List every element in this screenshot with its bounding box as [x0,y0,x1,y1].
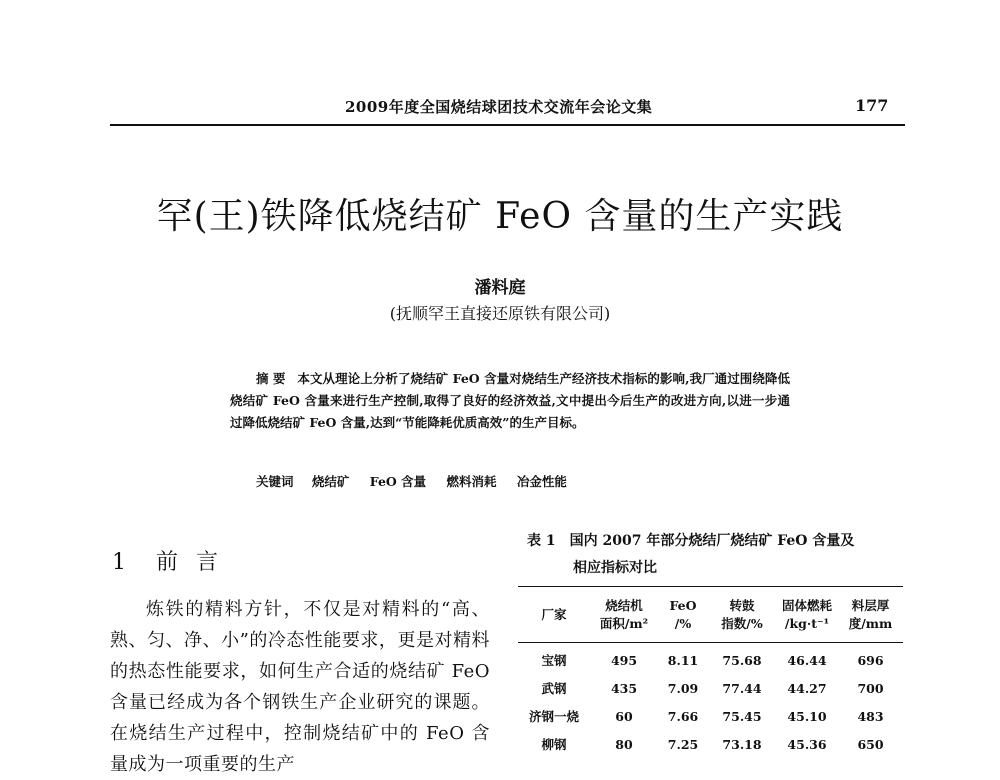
table-cell: 济钢一烧 [528,709,579,724]
table-header-row [518,590,903,640]
paper-title: 罕(王)铁降低烧结矿 FeO 含量的生产实践 [156,196,844,237]
table-cell: 80 [615,736,633,752]
header-cell: 烧结机 面积/m² [599,598,649,631]
table-cell: 696 [857,652,884,668]
table-cell: 700 [857,680,884,696]
table-cell: 46.44 [787,652,827,668]
table-cell: 45.36 [787,736,827,752]
header-rule [110,124,905,126]
header-cell: 厂家 [541,607,567,622]
header-cell: 固体燃耗 /kg·t⁻¹ [781,598,832,631]
page-number: 177 [855,96,889,115]
table-cell: 483 [857,708,884,724]
header-cell: 转鼓 指数/% [721,598,763,631]
table-cell: 8.11 [667,652,699,668]
keyword-item: 燃料消耗 [446,474,497,489]
table-cell: 495 [610,652,638,668]
table-caption [527,528,907,582]
section-body: 炼铁的精料方针，不仅是对精料的“高、熟、匀、净、小”的冷态性能要求，更是对精料的热态性能要求，如何生产合适的烧结矿 FeO 含量已经成为各个钢铁生产企业研究的课题。在烧结生产过程中，控制烧结矿中的 FeO 含量成为一项重要的生产 [110,599,490,775]
keyword-item: FeO 含量 [369,474,427,489]
table-cell: 75.45 [722,708,762,724]
keywords-label: 关键词 [256,474,294,489]
table-cell: 60 [615,708,633,724]
data-table [518,590,903,758]
author: 潘料庭 [474,278,526,298]
table-cell: 柳钢 [541,737,567,752]
table-cell: 44.27 [787,680,827,696]
table-cell: 45.10 [787,708,827,724]
section-title: 前言 [156,550,237,575]
abstract-text: 本文从理论上分析了烧结矿 FeO 含量对烧结生产经济技术指标的影响,我厂通过围绕降低烧结矿 FeO 含量来进行生产控制,取得了良好的经济效益,文中提出今后生产的改进方向,以进一步通过降低烧结矿 FeO 含量,达到“节能降耗优质高效”的生产目标。 [230,371,790,430]
header-cell: 料层厚 度/mm [848,598,893,631]
table-row [518,640,903,674]
abstract-label: 摘 要 [256,371,286,386]
table-cell: 75.68 [722,652,762,668]
table-cell: 7.66 [667,708,699,724]
table-caption-line2: 相应指标对比 [573,560,657,576]
table-row [518,730,903,758]
table-cell: 宝钢 [541,653,567,668]
keyword-item: 烧结矿 [311,474,350,489]
table-top-rule [518,586,903,587]
section-number: 1 [112,550,126,575]
table-cell: 73.18 [722,736,762,752]
keywords [256,472,796,490]
keyword-item: 冶金性能 [516,474,567,489]
table-cell: 435 [610,680,638,696]
table-cell: 武钢 [541,681,567,696]
table-row [518,674,903,702]
abstract [230,368,790,434]
section-heading [112,545,236,576]
table-cell: 650 [857,736,884,752]
table-cell: 7.09 [667,680,699,696]
table-label: 表 1 [527,533,556,549]
running-head: 2009年度全国烧结球团技术交流年会论文集 [345,98,653,116]
table-caption-line1: 国内 2007 年部分烧结厂烧结矿 FeO 含量及 [569,533,855,549]
header-cell: FeO /% [669,598,697,631]
table-cell: 77.44 [722,680,762,696]
table-cell: 7.25 [667,736,699,752]
table-row [518,702,903,730]
affiliation: (抚顺罕王直接还原铁有限公司) [389,304,611,323]
